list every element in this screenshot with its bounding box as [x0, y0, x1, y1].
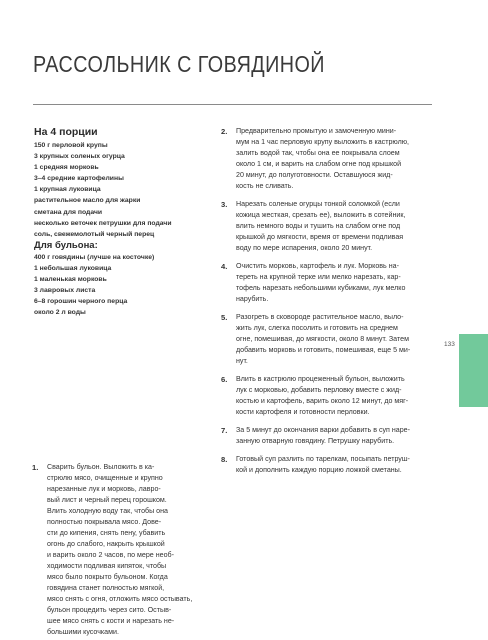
step-text-line: тереть на крупной терке или мелко нарезать, кар-: [236, 273, 401, 281]
broth-ingredient-item: 400 г говядины (лучше на косточке): [34, 253, 155, 261]
broth-ingredient-item: 1 маленькая морковь: [34, 276, 107, 284]
step-text-line: тофель нарезать небольшими кубиками, лук мелко: [236, 284, 406, 292]
recipe-step: [221, 454, 434, 476]
step-number: 8.: [221, 455, 228, 464]
step-number: 6.: [221, 375, 228, 384]
step-text-line: огонь до слабого, накрыть крышкой: [47, 540, 165, 548]
recipe-step: [221, 199, 434, 254]
recipe-step: [221, 425, 434, 447]
step-number: 3.: [221, 200, 228, 209]
step-text-line: мясо было покрыто бульоном. Когда: [47, 573, 168, 581]
step-text-line: залить водой так, чтобы она ее покрывала слоем: [236, 149, 400, 157]
page-number: 133: [444, 341, 455, 348]
step-text-line: Очистить морковь, картофель и лук. Морковь на-: [236, 262, 399, 270]
step-text-line: нут.: [236, 357, 248, 365]
step-text-line: жить лук, слегка посолить и готовить на среднем: [236, 324, 398, 332]
step-number: 1.: [32, 463, 39, 472]
step-text-line: огне, помешивая, до мягкости, около 8 минут. Затем: [236, 335, 409, 343]
recipe-step: [221, 126, 434, 192]
step-text-line: Разогреть в сковороде растительное масло, выло-: [236, 313, 404, 321]
recipe-step: [221, 374, 434, 418]
step-number: 2.: [221, 127, 228, 136]
step-text-line: вый лист и черный перец горошком.: [47, 496, 167, 504]
step-number: 7.: [221, 426, 228, 435]
ingredient-item: 150 г перловой крупы: [34, 142, 108, 149]
broth-ingredient-item: 1 небольшая луковица: [34, 264, 112, 272]
ingredient-item: сметана для подачи: [34, 208, 103, 216]
step-text-line: бульон процедить через сито. Остыв-: [47, 606, 172, 614]
broth-ingredient-item: 6–8 горошин черного перца: [34, 298, 128, 306]
ingredient-item: 3–4 средние картофелины: [34, 175, 124, 183]
step-text-line: говядина станет полностью мягкой,: [47, 584, 165, 592]
broth-ingredient-item: около 2 л воды: [34, 309, 86, 317]
recipe-step: [221, 261, 434, 305]
step-text-line: Готовый суп разлить по тарелкам, посыпать петруш-: [236, 455, 410, 463]
step-text-line: нарубить.: [236, 295, 269, 303]
step-text-line: и варить около 2 часов, по мере необ-: [47, 551, 174, 559]
step-text-line: шее мясо снять с кости и нарезать не-: [47, 617, 175, 625]
step-text-line: большими кусочками.: [47, 628, 119, 636]
step-text-line: кость не сливать.: [236, 182, 294, 190]
step-text-line: лук с морковью, добавить перловку вместе с жид-: [236, 386, 402, 394]
ingredient-item: соль, свежемолотый черный перец: [34, 230, 155, 238]
ingredients-list: [34, 140, 214, 240]
step-text-line: около 1 см, и варить на слабом огне под крышкой: [236, 160, 402, 168]
title-divider: [33, 104, 432, 105]
step-number: 5.: [221, 313, 228, 322]
step-text-line: мясо снять с огня, отложить мясо остывать,: [47, 595, 193, 603]
recipe-step: [32, 462, 193, 638]
steps-right-column: [221, 126, 434, 483]
step-text-line: воду по мере испарения, около 20 минут.: [236, 244, 373, 252]
step-text-line: кой и дополнить каждую порцию ложкой сметаны.: [236, 466, 402, 474]
steps-left-column: [32, 462, 193, 638]
ingredient-item: 1 крупная луковица: [34, 186, 101, 194]
ingredient-item: растительное масло для жарки: [34, 197, 141, 205]
step-text-line: стрюлю мясо, очищенные и крупно: [47, 474, 163, 482]
step-text-line: Нарезать соленые огурцы тонкой соломкой (если: [236, 200, 400, 208]
step-number: 4.: [221, 262, 228, 271]
section-tab: [459, 334, 488, 407]
page-title: РАССОЛЬНИК С ГОВЯДИНОЙ: [33, 51, 325, 78]
ingredient-item: несколько веточек петрушки для подачи: [34, 219, 172, 227]
step-text-line: кости картофеля и готовности перловки.: [236, 408, 370, 416]
broth-ingredient-item: 3 лавровых листа: [34, 287, 96, 295]
step-text-line: За 5 минут до окончания варки добавить в суп наре-: [236, 426, 410, 434]
broth-ingredients-list: [34, 252, 214, 319]
step-text-line: полностью покрывала мясо. Дове-: [47, 518, 162, 526]
ingredients-section: [34, 126, 214, 318]
step-text-line: Влить холодную воду так, чтобы она: [47, 507, 168, 515]
step-text-line: влить немного воды и тушить на слабом огне под: [236, 222, 401, 230]
step-text-line: Предварительно промытую и замоченную мини-: [236, 127, 397, 135]
ingredient-item: 1 средняя морковь: [34, 164, 99, 172]
step-text-line: Сварить бульон. Выложить в ка-: [47, 463, 155, 471]
step-text-line: занную отварную говядину. Петрушку нарубить.: [236, 437, 395, 445]
recipe-step: [221, 312, 434, 367]
step-text-line: нарезанные лук и морковь, лавро-: [47, 485, 161, 493]
step-text-line: ходимости подливая кипяток, чтобы: [47, 562, 167, 570]
step-text-line: костью и картофель, варить около 12 минут, до мяг-: [236, 397, 409, 405]
broth-heading: Для бульона:: [34, 239, 98, 251]
step-text-line: сти до кипения, снять пену, убавить: [47, 529, 166, 537]
portions-heading: На 4 порции: [34, 126, 98, 138]
step-text-line: кожица жесткая, срезать ее), выложить в сотейник,: [236, 211, 406, 219]
step-text-line: 20 минут, до полуготовности. Оставшуюся жид-: [236, 171, 393, 179]
step-text-line: крышкой до мягкости, время от времени подливая: [236, 233, 404, 241]
step-text-line: Влить в кастрюлю процеженный бульон, выложить: [236, 375, 405, 383]
step-text-line: добавить морковь и готовить, помешивая, еще 5 ми-: [236, 346, 411, 354]
ingredient-item: 3 крупных соленых огурца: [34, 153, 125, 161]
step-text-line: мум на 1 час перловую крупу выложить в кастрюлю,: [236, 138, 410, 146]
